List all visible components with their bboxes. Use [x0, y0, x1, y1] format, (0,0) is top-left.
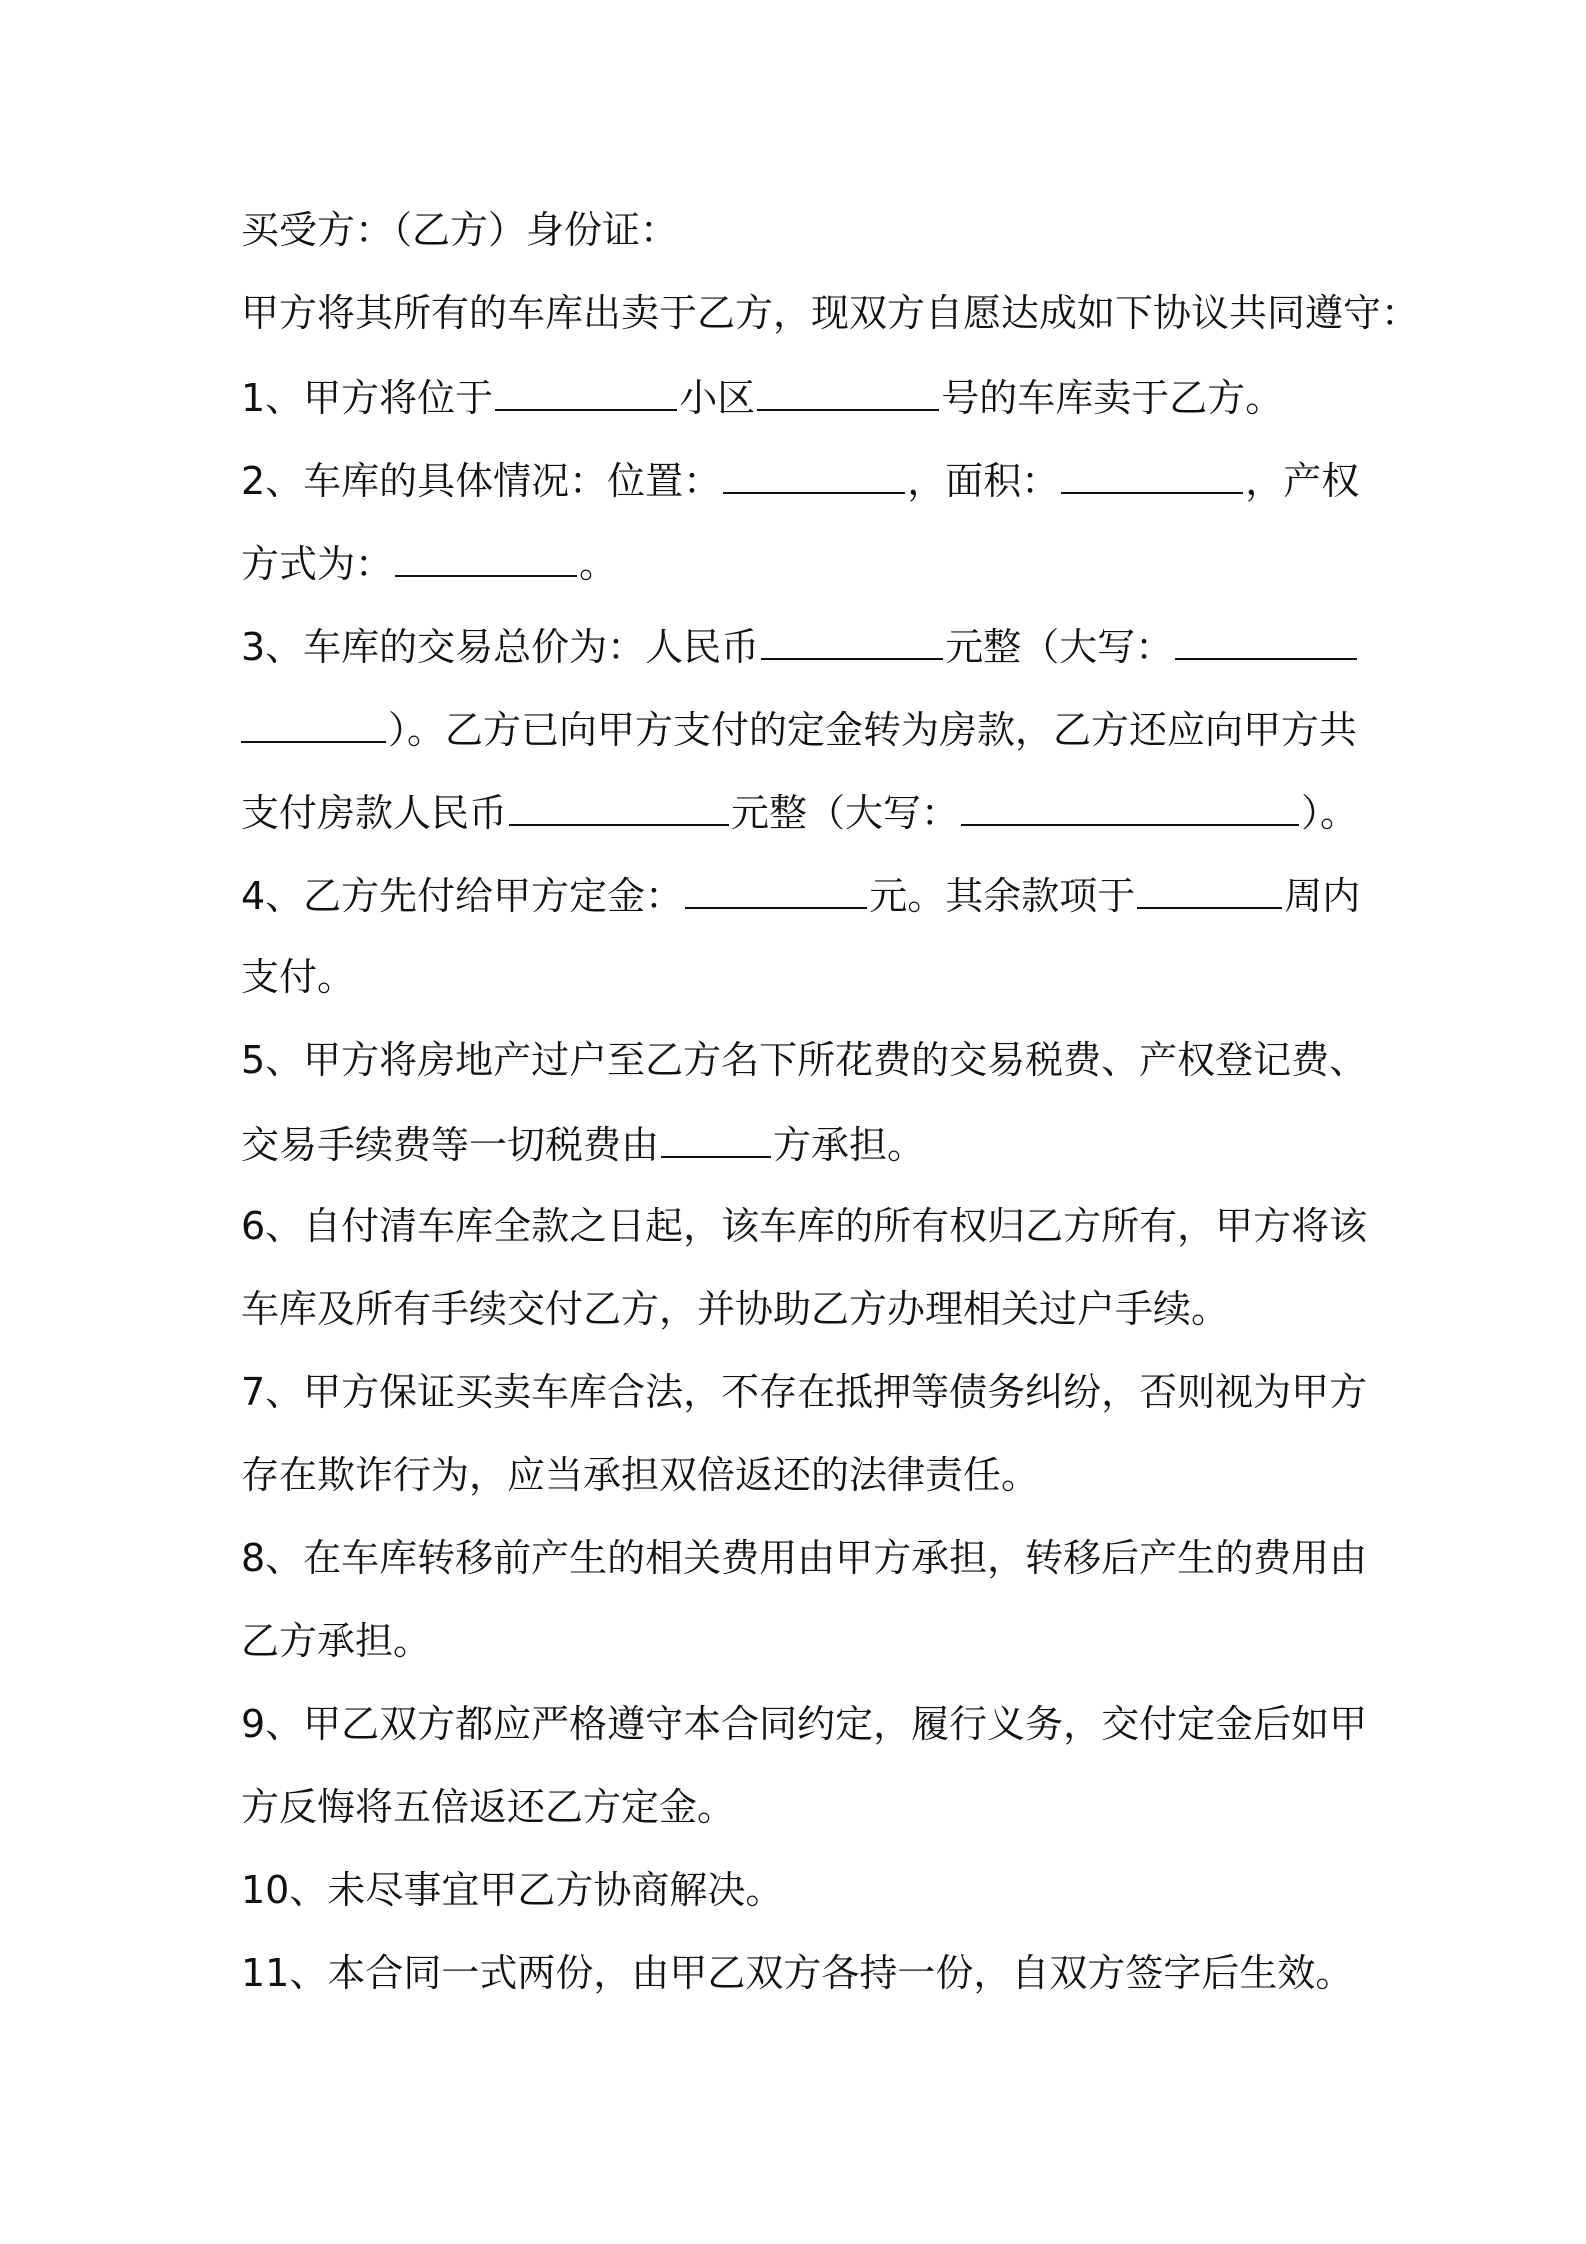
position-blank[interactable] — [723, 454, 905, 494]
clause-3-text-a: 3、车库的交易总价为：人民币 — [241, 625, 760, 669]
clause-5b-text-b: 方承担。 — [773, 1123, 926, 1167]
clause-3c-text-a: 支付房款人民币 — [241, 791, 508, 835]
clause-10-text: 10、未尽事宜甲乙方协商解决。 — [241, 1868, 784, 1912]
area-blank[interactable] — [1061, 454, 1243, 494]
tax-bearer-blank[interactable] — [661, 1118, 771, 1158]
clause-3c-text-b: 元整（大写： — [731, 791, 960, 835]
contract-page — [241, 0, 1420, 2244]
clause-7-cont — [241, 1450, 1039, 1500]
clause-2-text-c: ，产权 — [1245, 459, 1360, 503]
clause-2-text-b: ，面积： — [907, 459, 1060, 503]
clause-9-cont — [241, 1782, 735, 1832]
weeks-blank[interactable] — [1137, 869, 1282, 909]
total-price-blank[interactable] — [761, 620, 943, 660]
clause-4-text-b: 元。其余款项于 — [869, 874, 1136, 918]
buyer-line — [241, 205, 678, 255]
remaining-price-words-blank[interactable] — [961, 786, 1299, 826]
clause-8 — [241, 1533, 1367, 1583]
clause-6-text-a: 6、自付清车库全款之日起，该车库的所有权归乙方所有，甲方将该 — [241, 1204, 1368, 1248]
ownership-blank[interactable] — [395, 537, 577, 577]
location-blank[interactable] — [495, 371, 677, 411]
clause-2-text-a: 2、车库的具体情况：位置： — [241, 459, 722, 503]
clause-3-cont — [241, 703, 1357, 753]
clause-6-cont — [241, 1284, 1229, 1334]
clause-3c-text-c: ）。 — [1301, 791, 1359, 835]
clause-3-text-b: 元整（大写： — [945, 625, 1174, 669]
clause-2b-text-b: 。 — [579, 542, 618, 586]
clause-8-text-a: 8、在车库转移前产生的相关费用由甲方承担，转移后产生的费用由 — [241, 1536, 1368, 1580]
clause-2b-text-a: 方式为： — [241, 542, 394, 586]
clause-2-cont — [241, 537, 617, 587]
clause-9-text-a: 9、甲乙双方都应严格遵守本合同约定，履行义务，交付定金后如甲 — [241, 1702, 1368, 1746]
clause-7 — [241, 1367, 1367, 1417]
clause-3 — [241, 620, 1359, 670]
deposit-blank[interactable] — [685, 869, 867, 909]
clause-10 — [241, 1865, 783, 1915]
clause-4 — [241, 869, 1360, 919]
clause-1 — [241, 371, 1283, 421]
number-blank[interactable] — [757, 371, 939, 411]
clause-11 — [241, 1948, 1353, 1998]
clause-4b-text: 支付。 — [241, 955, 356, 999]
statement-line — [241, 288, 1419, 338]
clause-9 — [241, 1699, 1367, 1749]
clause-9-text-b: 方反悔将五倍返还乙方定金。 — [241, 1785, 736, 1829]
total-price-words-blank[interactable] — [1175, 620, 1357, 660]
remaining-price-blank[interactable] — [509, 786, 729, 826]
clause-5b-text-a: 交易手续费等一切税费由 — [241, 1123, 660, 1167]
clause-1-text-c: 号的车库卖于乙方。 — [941, 376, 1284, 420]
statement-text: 甲方将其所有的车库出卖于乙方，现双方自愿达成如下协议共同遵守： — [241, 291, 1420, 335]
clause-7-text-b: 存在欺诈行为，应当承担双倍返还的法律责任。 — [241, 1453, 1040, 1497]
clause-7-text-a: 7、甲方保证买卖车库合法，不存在抵押等债务纠纷，否则视为甲方 — [241, 1370, 1368, 1414]
clause-6-text-b: 车库及所有手续交付乙方，并协助乙方办理相关过户手续。 — [241, 1287, 1230, 1331]
clause-5-cont — [241, 1118, 925, 1168]
clause-3-cont-2 — [241, 786, 1358, 836]
clause-4-text-a: 4、乙方先付给甲方定金： — [241, 874, 684, 918]
buyer-label: 买受方：（乙方）身份证： — [241, 208, 679, 252]
clause-8-text-b: 乙方承担。 — [241, 1619, 432, 1663]
clause-2 — [241, 454, 1359, 504]
clause-4-text-c: 周内 — [1284, 874, 1361, 918]
clause-4-cont — [241, 952, 355, 1002]
clause-6 — [241, 1201, 1367, 1251]
clause-1-text-b: 小区 — [679, 376, 756, 420]
clause-3b-text-a: ）。乙方已向甲方支付的定金转为房款，乙方还应向甲方共 — [388, 708, 1358, 752]
clause-8-cont — [241, 1616, 431, 1666]
clause-5 — [241, 1035, 1367, 1085]
total-price-words-blank-cont[interactable] — [241, 703, 386, 743]
clause-11-text: 11、本合同一式两份，由甲乙双方各持一份，自双方签字后生效。 — [241, 1951, 1354, 1995]
clause-5-text-a: 5、甲方将房地产过户至乙方名下所花费的交易税费、产权登记费、 — [241, 1038, 1368, 1082]
clause-1-text-a: 1、甲方将位于 — [241, 376, 494, 420]
